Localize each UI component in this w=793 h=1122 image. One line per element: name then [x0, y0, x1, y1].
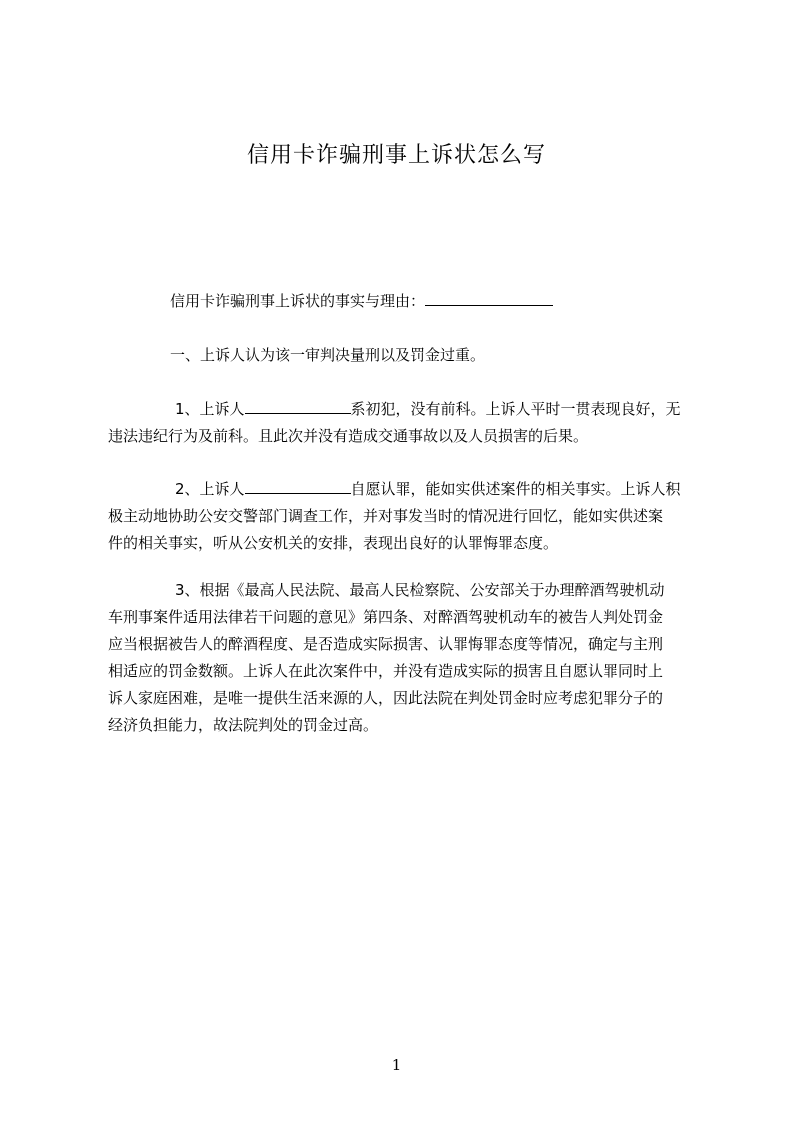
- intro-text: 信用卡诈骗刑事上诉状的事实与理由：: [170, 292, 426, 310]
- point-heading: 一、上诉人认为该一审判决量刑以及罚金过重。: [170, 346, 486, 364]
- page-number: 1: [391, 1056, 402, 1074]
- p2-start: 2、上诉人: [175, 480, 245, 498]
- p3-line6: 经济负担能力，故法院判处的罚金过高。: [108, 716, 379, 734]
- p1-line1-rest: 系初犯，没有前科。上诉人平时一贯表现良好，无: [350, 400, 681, 418]
- p2-name-blank: [245, 479, 351, 494]
- p2-line1-rest: 自愿认罪，能如实供述案件的相关事实。上诉人积: [350, 480, 681, 498]
- document-title: 信用卡诈骗刑事上诉状怎么写: [246, 143, 546, 168]
- p3-line2: 车刑事案件适用法律若干问题的意见》第四条、对醉酒驾驶机动车的被告人判处罚金: [108, 608, 664, 626]
- p1-start: 1、上诉人: [175, 400, 245, 418]
- p2-line1: [175, 479, 681, 499]
- p1-line2: 违法违纪行为及前科。且此次并没有造成交通事故以及人员损害的后果。: [108, 427, 589, 445]
- p1-name-blank: [245, 399, 351, 414]
- p2-line2: 极主动地协助公安交警部门调查工作，并对事发当时的情况进行回忆，能如实供述案: [108, 507, 664, 525]
- p3-line4: 相适应的罚金数额。上诉人在此次案件中，并没有造成实际的损害且自愿认罪同时上: [108, 662, 664, 680]
- intro-line: [170, 291, 553, 311]
- p3-line1: 3、根据《最高人民法院、最高人民检察院、公安部关于办理醉酒驾驶机动: [175, 581, 665, 599]
- p3-line5: 诉人家庭困难，是唯一提供生活来源的人，因此法院在判处罚金时应考虑犯罪分子的: [108, 689, 664, 707]
- p1-line1: [175, 399, 681, 419]
- p3-line3: 应当根据被告人的醉酒程度、是否造成实际损害、认罪悔罪态度等情况，确定与主刑: [108, 635, 664, 653]
- p2-line3: 件的相关事实，听从公安机关的安排，表现出良好的认罪悔罪态度。: [108, 534, 559, 552]
- intro-blank: [425, 291, 553, 306]
